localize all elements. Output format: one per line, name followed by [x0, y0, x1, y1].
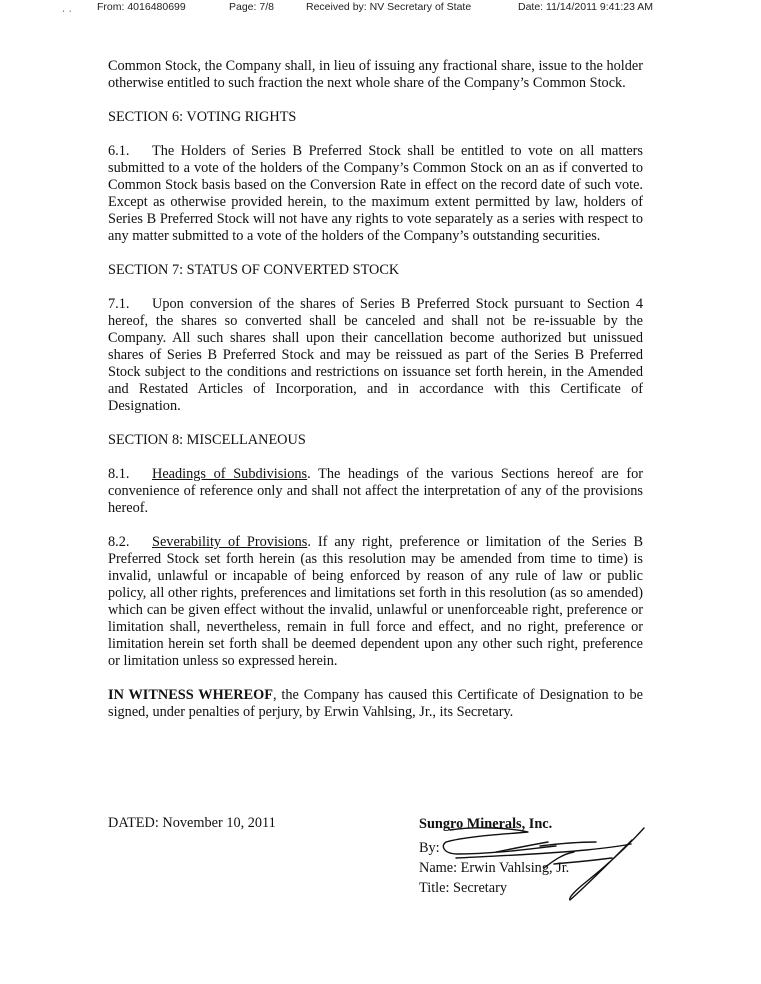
dated-line: DATED: November 10, 2011 — [108, 815, 276, 831]
section-8-2-number: 8.2. — [108, 534, 130, 550]
section-7-1-number: 7.1. — [108, 296, 130, 312]
section-8-2-paragraph — [108, 534, 643, 670]
section-7-heading: SECTION 7: STATUS OF CONVERTED STOCK — [108, 262, 400, 278]
witness-text: , the Company has caused this Certificate of Designation to be signed, under penalties of perjury, by Erwin Vahlsing, Jr., its Secretary. — [108, 687, 643, 720]
section-7-1-text: Upon conversion of the shares of Series B Preferred Stock pursuant to Section 4 hereof, the shares so converted shall be canceled and shall not be re-issuable by the Company. All such shares shall upon their cancellation become authorized but unissued shares of Series B Preferred Stock and may be reissued as part of the Series B Preferred Stock subject to the conditions and restrictions on issuance set forth herein, in the Amended and Restated Articles of Incorporation, and in accordance with this Certificate of Designation. — [108, 296, 643, 414]
section-6-1-text: The Holders of Series B Preferred Stock shall be entitled to vote on all matters submitted to a vote of the holders of the Company’s Common Stock on an as if converted to Common Stock basis based on the Conversion Rate in effect on the record date of such vote. Except as otherwise provided herein, to the maximum extent permitted by law, holders of Series B Preferred Stock will not have any rights to vote separately as a series with respect to any matter submitted to a vote of the holders of the Company’s outstanding securities. — [108, 143, 643, 244]
section-6-1-number: 6.1. — [108, 143, 130, 159]
section-8-1-number: 8.1. — [108, 466, 130, 482]
fax-header — [0, 0, 761, 16]
signature-title: Title: Secretary — [419, 880, 508, 896]
fax-marks: ˌ ˌ — [62, 1, 72, 13]
section-8-heading: SECTION 8: MISCELLANEOUS — [108, 432, 306, 448]
document-body — [108, 58, 643, 721]
fax-page: Page: 7/8 — [229, 1, 274, 13]
section-8-2-title: Severability of Provisions — [152, 534, 308, 550]
section-6-heading: SECTION 6: VOTING RIGHTS — [108, 109, 297, 125]
signature-by-label: By: — [419, 840, 440, 856]
fax-from: From: 4016480699 — [97, 1, 186, 13]
section-8-2-text: . If any right, preference or limitation of the Series B Preferred Stock set forth herein (as this resolution may be amended from time to time) is invalid, unlawful or incapable of being enforced by reason of any rule of law or public policy, all other rights, preferences and limitations set forth in this resolution (as so amended) which can be given effect without the invalid, unlawful or unenforceable right, preference or limitation shall, nevertheless, remain in full force and effect, and no right, preference or limitation herein set forth shall be deemed dependent upon any other such right, preference or limitation unless so expressed herein. — [108, 534, 643, 669]
signature-name: Name: Erwin Vahlsing, Jr. — [419, 860, 570, 876]
witness-bold: IN WITNESS WHEREOF — [108, 687, 273, 703]
section-8-1-paragraph — [108, 466, 643, 517]
fax-received-by: Received by: NV Secretary of State — [306, 1, 472, 13]
fax-date: Date: 11/14/2011 9:41:23 AM — [518, 1, 654, 13]
intro-paragraph: Common Stock, the Company shall, in lieu of issuing any fractional share, issue to the holder otherwise entitled to such fraction the next whole share of the Company’s Common Stock. — [108, 58, 643, 91]
section-6-1-paragraph — [108, 143, 643, 245]
handwritten-signature — [436, 824, 651, 904]
witness-paragraph — [108, 687, 643, 721]
section-8-1-title: Headings of Subdivisions — [152, 466, 308, 482]
signature-company: Sungro Minerals, Inc. — [419, 816, 553, 832]
section-8-1-text: . The headings of the various Sections hereof are for convenience of reference only and shall not affect the interpretation of any of the provisions hereof. — [108, 466, 643, 516]
section-7-1-paragraph — [108, 296, 643, 415]
